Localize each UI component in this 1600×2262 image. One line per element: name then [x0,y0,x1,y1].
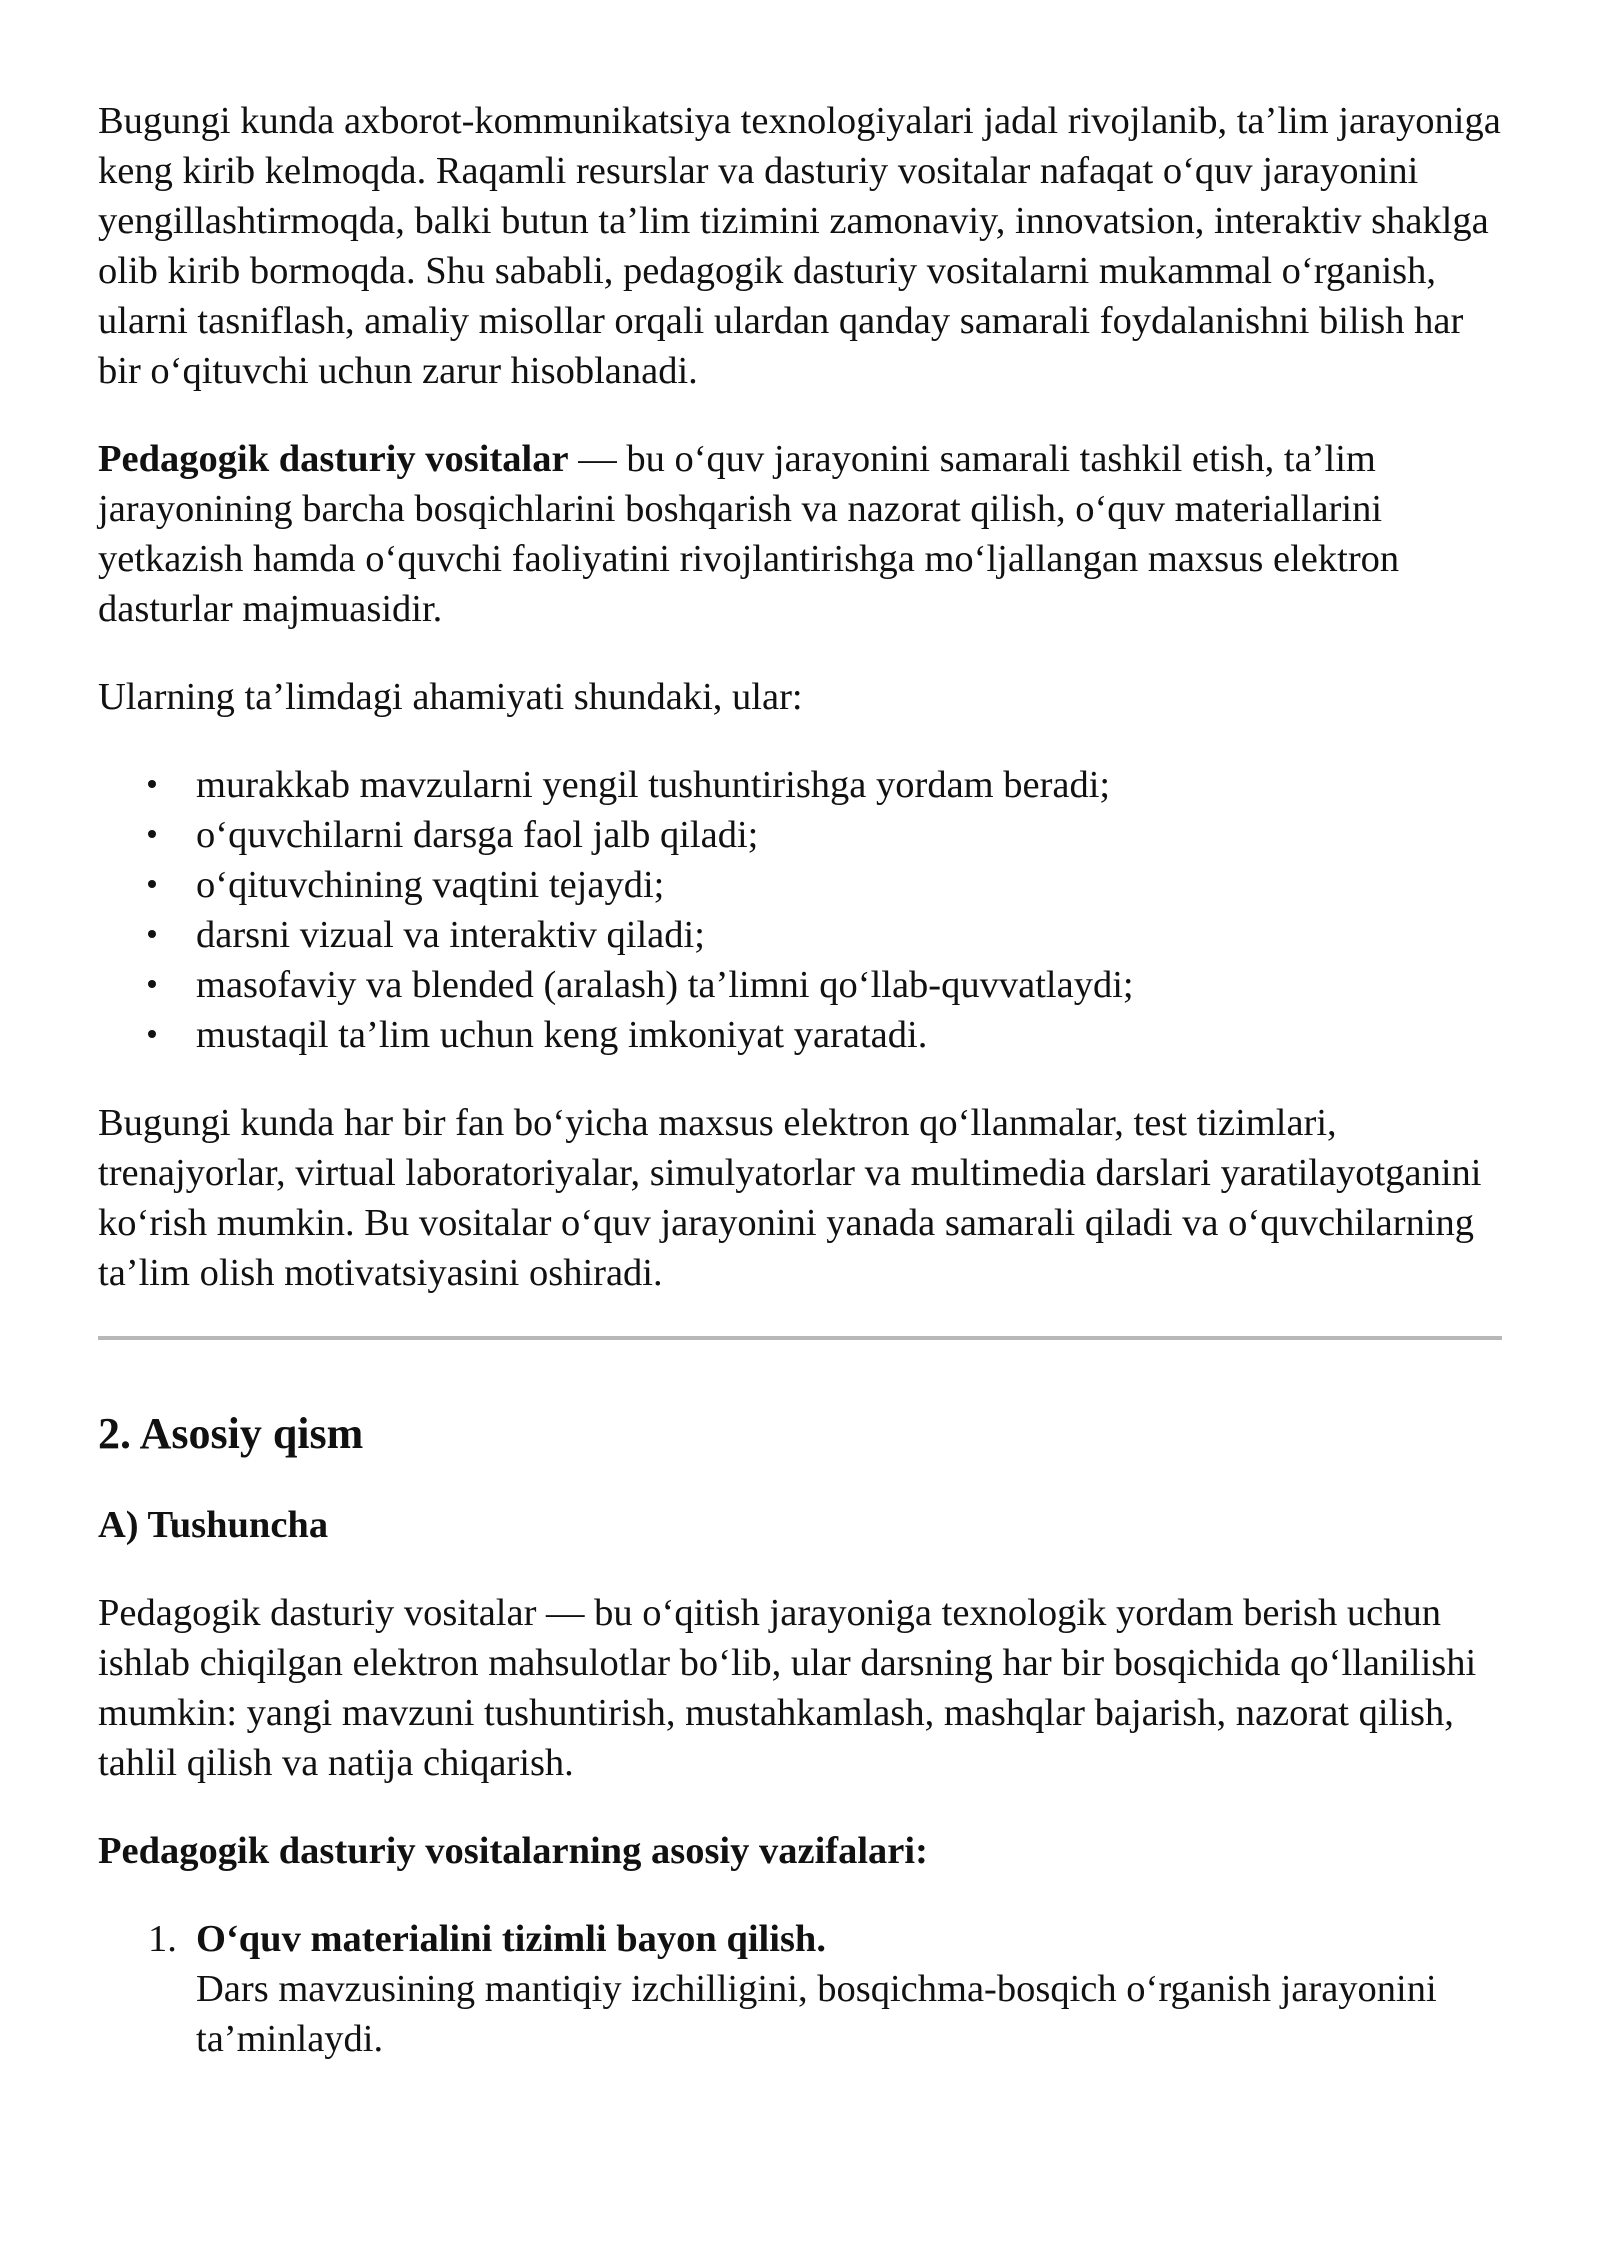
definition-paragraph [98,434,1502,634]
list-item [196,760,1502,810]
bullet-icon [148,880,156,888]
importance-list [98,760,1502,1060]
list-item-text: o‘qituvchining vaqtini tejaydi; [196,864,665,906]
task-title: O‘quv materialini tizimli bayon qilish. [196,1918,826,1960]
list-item [196,960,1502,1010]
list-item [196,810,1502,860]
bullet-icon [148,980,156,988]
list-item-text: darsni vizual va interaktiv qiladi; [196,914,705,956]
bullet-icon [148,830,156,838]
list-item-text: masofaviy va blended (aralash) ta’limni qo‘llab-quvvatlaydi; [196,964,1134,1006]
definition-text: — bu o‘quv jarayonini samarali tashkil etish, ta’lim jarayonining barcha bosqichlarini boshqarish va nazorat qilish, o‘quv materiallarini yetkazish hamda o‘quvchi faoliyatini rivojlantirishga mo‘ljallangan maxsus elektron dasturlar majmuasidir. [98,438,1400,630]
list-item-text: murakkab mavzularni yengil tushuntirishga yordam beradi; [196,764,1111,806]
concept-paragraph: Pedagogik dasturiy vositalar — bu o‘qitish jarayoniga texnologik yordam berish uchun ishlab chiqilgan elektron mahsulotlar bo‘lib, ular darsning har bir bosqichida qo‘llanilishi mumkin: yangi mavzuni tushuntirish, mustahkamlash, mashqlar bajarish, nazorat qilish, tahlil qilish va natija chiqarish. [98,1592,1477,1784]
bullet-icon [148,930,156,938]
section-heading: 2. Asosiy qism [98,1409,364,1458]
tasks-heading: Pedagogik dasturiy vositalarning asosiy vazifalari: [98,1830,928,1872]
closing-paragraph: Bugungi kunda har bir fan bo‘yicha maxsus elektron qo‘llanmalar, test tizimlari, trenajyorlar, virtual laboratoriyalar, simulyatorlar va multimedia darslari yaratilayotganini ko‘rish mumkin. Bu vositalar o‘quv jarayonini yanada samarali qiladi va o‘quvchilarning ta’lim olish motivatsiyasini oshiradi. [98,1102,1482,1294]
tasks-list [98,1914,1502,2064]
intro-paragraph: Bugungi kunda axborot-kommunikatsiya texnologiyalari jadal rivojlanib, ta’lim jarayoniga keng kirib kelmoqda. Raqamli resurslar va dasturiy vositalar nafaqat o‘quv jarayonini yengillashtirmoqda, balki butun ta’lim tizimini zamonaviy, innovatsion, interaktiv shaklga olib kirib bormoqda. Shu sababli, pedagogik dasturiy vositalarni mukammal o‘rganish, ularni tasniflash, amaliy misollar orqali ulardan qanday samarali foydalanishni bilish har bir o‘qituvchi uchun zarur hisoblanadi. [98,100,1501,392]
task-description: Dars mavzusining mantiqiy izchilligini, bosqichma-bosqich o‘rganish jarayonini ta’minlaydi. [196,1968,1437,2060]
list-item-text: o‘quvchilarni darsga faol jalb qiladi; [196,814,759,856]
list-item-text: mustaqil ta’lim uchun keng imkoniyat yaratadi. [196,1014,928,1056]
subsection-heading: A) Tushuncha [98,1504,329,1546]
list-item [148,1914,1502,2064]
section-divider [98,1336,1502,1340]
definition-term: Pedagogik dasturiy vositalar [98,438,569,480]
bullet-icon [148,1030,156,1038]
list-item [196,860,1502,910]
list-item [196,910,1502,960]
item-number: 1. [148,1918,177,1960]
bullet-icon [148,780,156,788]
list-item [196,1010,1502,1060]
importance-lead: Ularning ta’limdagi ahamiyati shundaki, ular: [98,676,803,718]
